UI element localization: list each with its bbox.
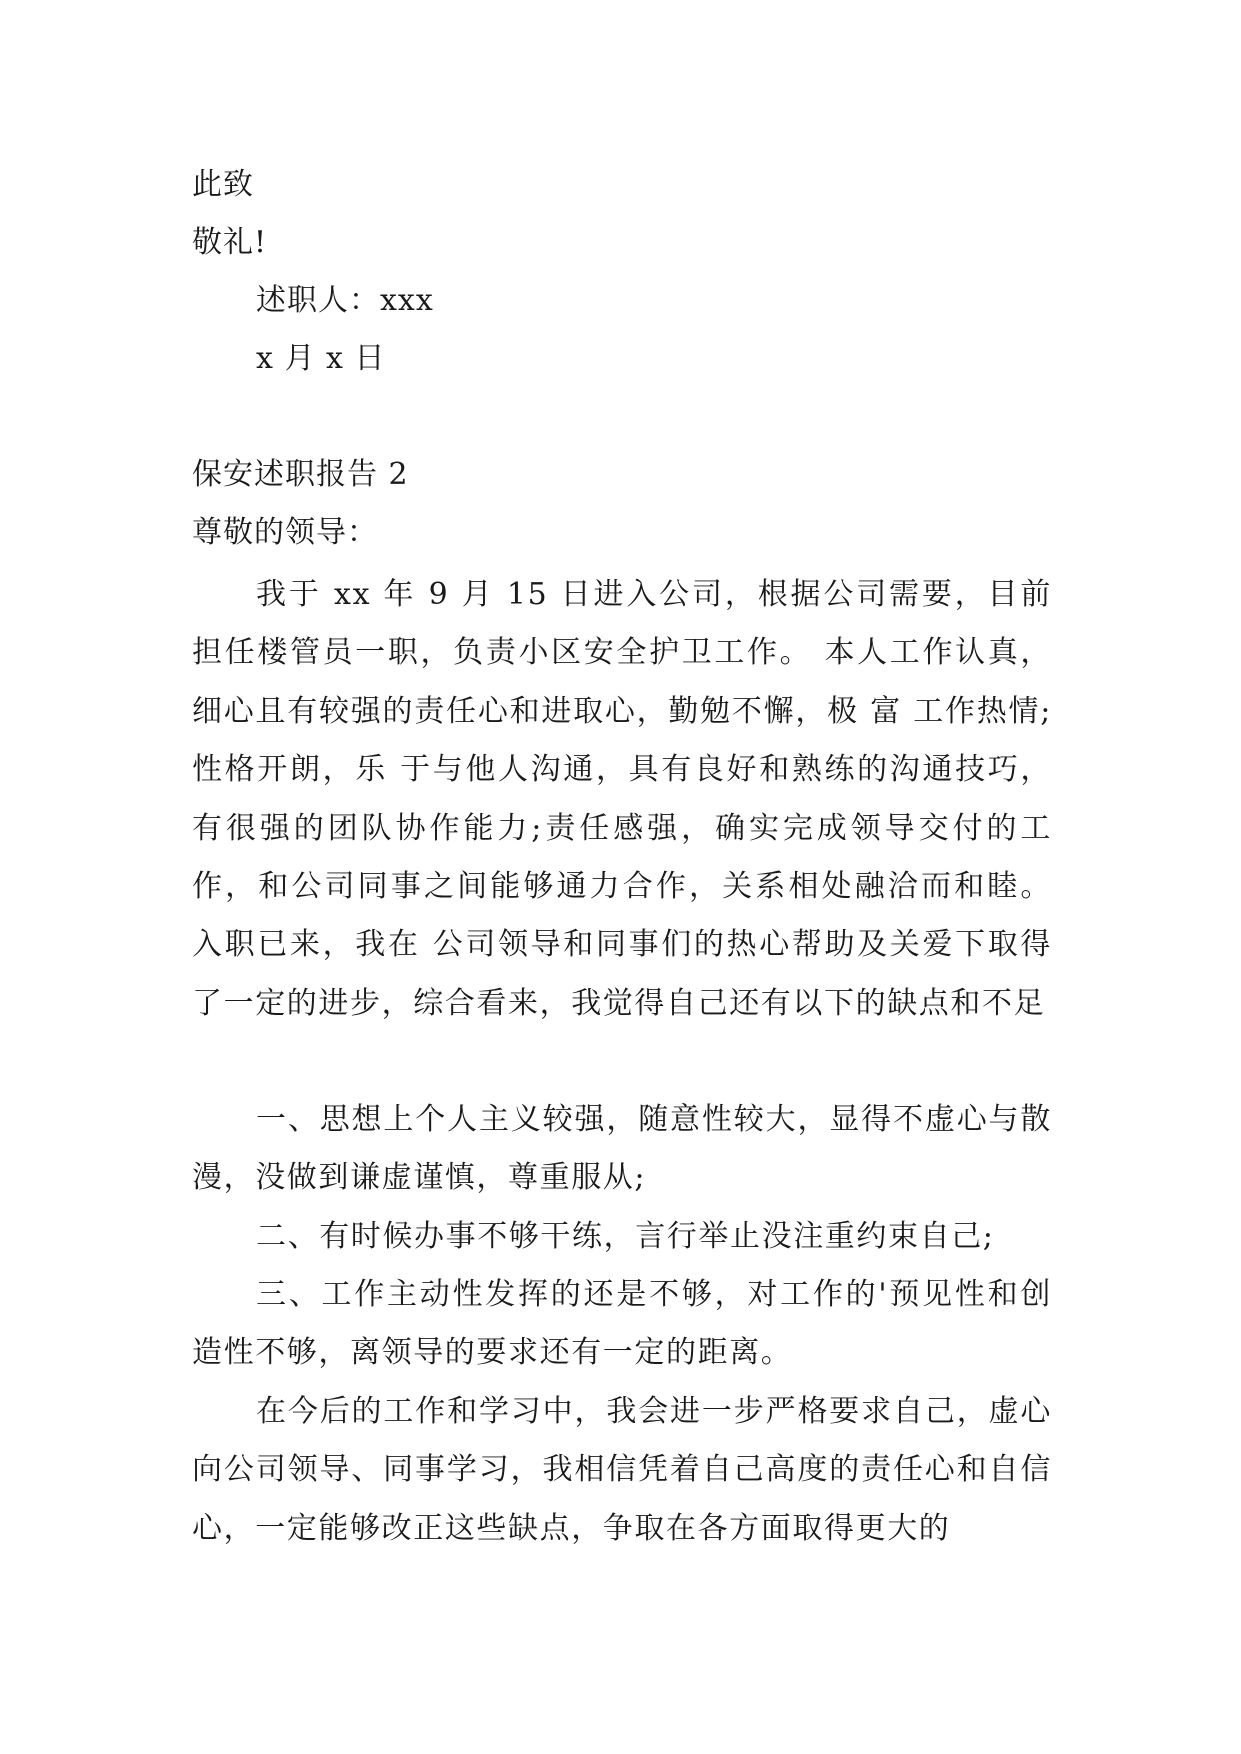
paragraph-point-2: 二、有时候办事不够干练，言行举止没注重约束自己;: [256, 1219, 995, 1254]
signer-line: 述职人：xxx: [256, 283, 434, 318]
closing-jing-li: 敬礼!: [192, 225, 268, 260]
report-title: 保安述职报告 2: [192, 457, 409, 492]
paragraph-point-3: 三、工作主动性发挥的还是不够，对工作的'预见性和创造性不够，离领导的要求还有一定的距离。: [192, 1277, 1052, 1371]
paragraph-future: 在今后的工作和学习中，我会进一步严格要求自己，虚心向公司领导、同事学习，我相信凭着自己高度的责任心和自信心，一定能够改正这些缺点，争取在各方面取得更大的: [192, 1394, 1052, 1546]
closing-ci-zhi: 此致: [192, 167, 254, 202]
date-line: x 月 x 日: [256, 341, 386, 376]
paragraph-intro: 我于 xx 年 9 月 15 日进入公司，根据公司需要，目前担任楼管员一职，负责小区安全护卫工作。 本人工作认真，细心且有较强的责任心和进取心，勤勉不懈，极 富 工作热情;性格开朗，乐 于与他人沟通，具有良好和熟练的沟通技巧，有很强的团队协作能力;责任感强，确实完成领导交付的工作，和公司同事之间能够通力合作，关系相处融洽而和睦。 入职已来，我在 公司领导和同事们的热心帮助及关爱下取得了一定的进步，综合看来，我觉得自己还有以下的缺点和不足: [192, 577, 1052, 1021]
paragraph-point-1: 一、思想上个人主义较强，随意性较大，显得不虚心与散漫，没做到谦虚谨慎，尊重服从;: [192, 1102, 1052, 1196]
salutation: 尊敬的领导：: [192, 515, 378, 550]
